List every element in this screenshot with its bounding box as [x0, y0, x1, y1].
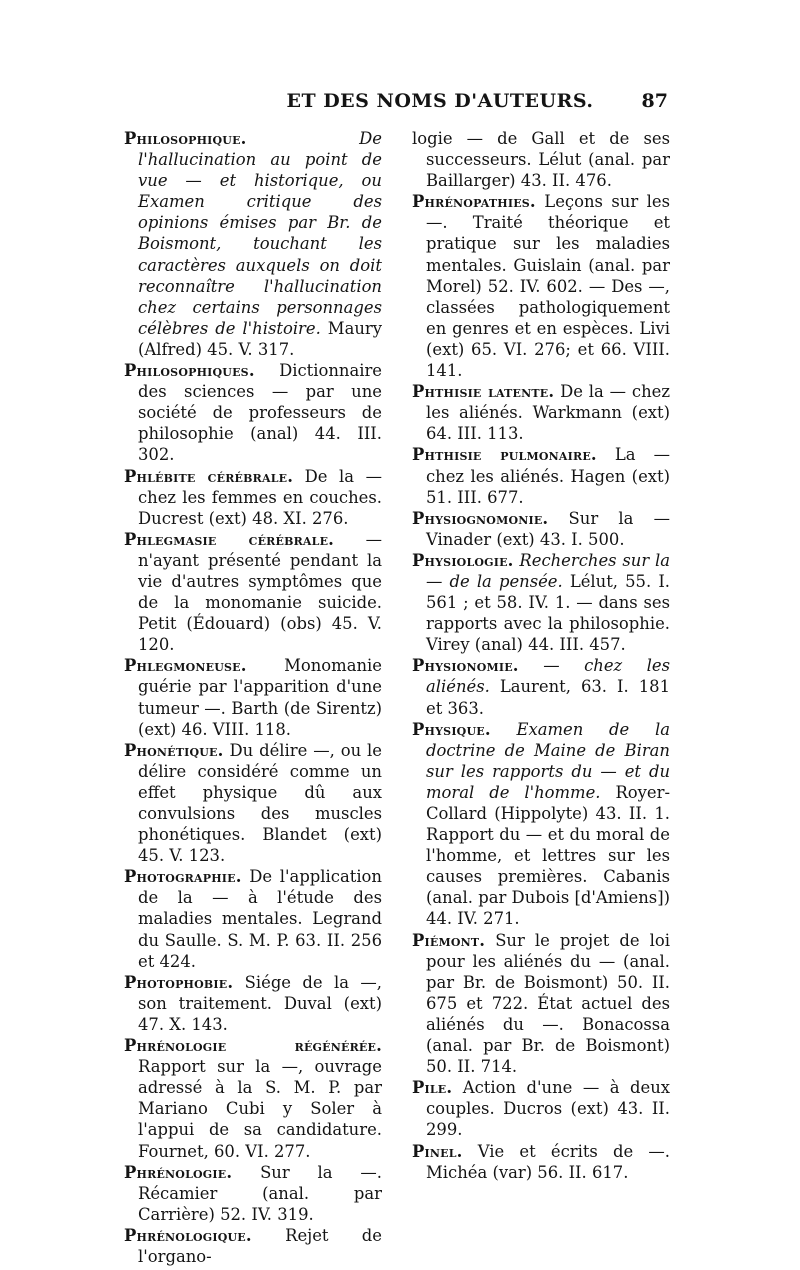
- index-entry: [124, 1162, 382, 1225]
- index-entry: [124, 1035, 382, 1162]
- entry-text: Siége de la —, son traitement. Duval (ext) 47. X. 143.: [138, 972, 382, 1034]
- entry-term: Physionomie.: [412, 656, 519, 676]
- entry-term: Phrénologie régénérée.: [124, 1036, 382, 1056]
- entry-text: Action d'une — à deux couples. Ducros (ext) 43. II. 299.: [426, 1078, 670, 1140]
- entry-term: Phonétique.: [124, 740, 224, 760]
- entry-term: Phrénopathies.: [412, 192, 536, 212]
- entry-term: Phlegmoneuse.: [124, 656, 247, 676]
- right-column: [412, 128, 670, 1183]
- entry-text: Royer-Collard (Hippolyte) 43. II. 1. Rapport du — et du moral de l'homme, et lettres sur les causes premières. Cabanis (anal. par Dubois [d'Amiens]) 44. IV. 271.: [426, 782, 670, 929]
- index-entry: [412, 444, 670, 507]
- index-entry: [124, 128, 382, 360]
- entry-title-italic: — chez les aliénés.: [426, 656, 670, 697]
- entry-term: Philosophique.: [124, 129, 247, 148]
- entry-text: Sur le projet de loi pour les aliénés du — (anal. par Br. de Boismont) 50. II. 675 et 722. État actuel des aliénés du —. Bonacossa (anal. par Br. de Boismont) 50. II. 714.: [426, 930, 670, 1077]
- entry-text: De l'application de la — à l'étude des maladies mentales. Legrand du Saulle. S. M. P. 63. II. 256 et 424.: [138, 867, 382, 971]
- index-entry: [412, 191, 670, 381]
- entry-text: Rapport sur la —, ouvrage adressé à la S. M. P. par Mariano Cubi y Soler à l'appui de sa candidature. Fournet, 60. VI. 277.: [138, 1057, 382, 1161]
- entry-text: De la — chez les femmes en couches. Ducrest (ext) 48. XI. 276.: [138, 466, 382, 528]
- entry-text: Vie et écrits de —. Michéa (var) 56. II. 617.: [426, 1141, 670, 1182]
- entry-term: Physiologie.: [412, 550, 514, 570]
- entry-text: [519, 656, 544, 675]
- entry-text: Rejet de l'organo-: [138, 1225, 382, 1266]
- entry-term: Piémont.: [412, 930, 486, 950]
- index-entry: [412, 1141, 670, 1183]
- entry-text: [491, 720, 517, 739]
- entry-text: logie — de Gall et de ses successeurs. Lélut (anal. par Baillarger) 43. II. 476.: [412, 129, 670, 191]
- left-column: [124, 128, 382, 1267]
- entry-text: La — chez les aliénés. Hagen (ext) 51. III. 677.: [426, 445, 670, 507]
- entry-term: Pile.: [412, 1078, 453, 1098]
- index-entry: [124, 972, 382, 1035]
- entry-text: Laurent, 63. I. 181 et 363.: [426, 677, 670, 718]
- entry-text: Dictionnaire des sciences — par une société de professeurs de philosophie (anal) 44. III. 302.: [138, 361, 382, 465]
- index-entry: [412, 381, 670, 444]
- index-entry: [412, 128, 670, 191]
- index-entry: [412, 930, 670, 1078]
- running-title: ET DES NOMS D'AUTEURS.: [286, 90, 594, 112]
- entry-term: Philosophiques.: [124, 361, 255, 381]
- index-entry: [124, 1225, 382, 1267]
- entry-text: Sur la — Vinader (ext) 43. I. 500.: [426, 508, 670, 549]
- entry-title-italic: De l'hallucination au point de vue — et historique, ou Examen critique des opinions émises par Br. de Boismont, touchant les caractères auxquels on doit reconnaître l'hallucination chez certains personnages célèbres de l'histoire.: [138, 129, 382, 338]
- page-number: 87: [641, 90, 668, 112]
- index-entry: [124, 866, 382, 971]
- index-entry: [412, 719, 670, 930]
- entry-title-italic: Recherches sur la — de la pensée.: [426, 550, 670, 591]
- entry-text: [247, 129, 360, 148]
- entry-term: Photographie.: [124, 867, 242, 887]
- index-entry: [412, 550, 670, 655]
- entry-term: Physique.: [412, 719, 491, 739]
- entry-text: De la — chez les aliénés. Warkmann (ext) 64. III. 113.: [426, 382, 670, 444]
- entry-text: Lélut, 55. I. 561 ; et 58. IV. 1. — dans ses rapports avec la philosophie. Virey (anal) 44. III. 457.: [426, 571, 670, 655]
- index-entry: [124, 655, 382, 739]
- entry-text: Leçons sur les —. Traité théorique et pratique sur les maladies mentales. Guislain (anal. par Morel) 52. IV. 602. — Des —, classées pathologiquement en genres et en espèces. Livi (ext) 65. VI. 276; et 66. VIII. 141.: [426, 192, 670, 381]
- index-entry: [412, 508, 670, 550]
- entry-term: Pinel.: [412, 1141, 463, 1161]
- page-header: [120, 90, 680, 120]
- entry-term: Phrénologique.: [124, 1225, 252, 1245]
- entry-text: Du délire —, ou le délire considéré comme un effet physique dû aux convulsions des muscles phonétiques. Blandet (ext) 45. V. 123.: [138, 740, 382, 866]
- entry-term: Phrénologie.: [124, 1162, 233, 1182]
- index-entry: [124, 529, 382, 656]
- entry-term: Phthisie pulmonaire.: [412, 445, 597, 465]
- entry-term: Phthisie latente.: [412, 382, 555, 402]
- index-entry: [412, 1077, 670, 1140]
- entry-term: Phlegmasie cérébrale.: [124, 529, 335, 549]
- entry-term: Physiognomonie.: [412, 508, 549, 528]
- entry-term: Phlébite cérébrale.: [124, 466, 294, 486]
- entry-title-italic: Examen de la doctrine de Maine de Biran sur les rapports du — et du moral de l'homme.: [426, 719, 670, 802]
- index-entry: [412, 655, 670, 718]
- entry-text: Sur la —. Récamier (anal. par Carrière) 52. IV. 319.: [138, 1162, 382, 1224]
- entry-text: Maury (Alfred) 45. V. 317.: [138, 318, 382, 359]
- entry-text: — n'ayant présenté pendant la vie d'autres symptômes que de la monomanie suicide. Petit (Édouard) (obs) 45. V. 120.: [138, 529, 382, 655]
- index-entry: [124, 466, 382, 529]
- entry-term: Photophobie.: [124, 972, 234, 992]
- entry-text: Monomanie guérie par l'apparition d'une tumeur —. Barth (de Sirentz) (ext) 46. VIII. 118.: [138, 656, 382, 739]
- index-entry: [124, 360, 382, 465]
- index-entry: [124, 740, 382, 867]
